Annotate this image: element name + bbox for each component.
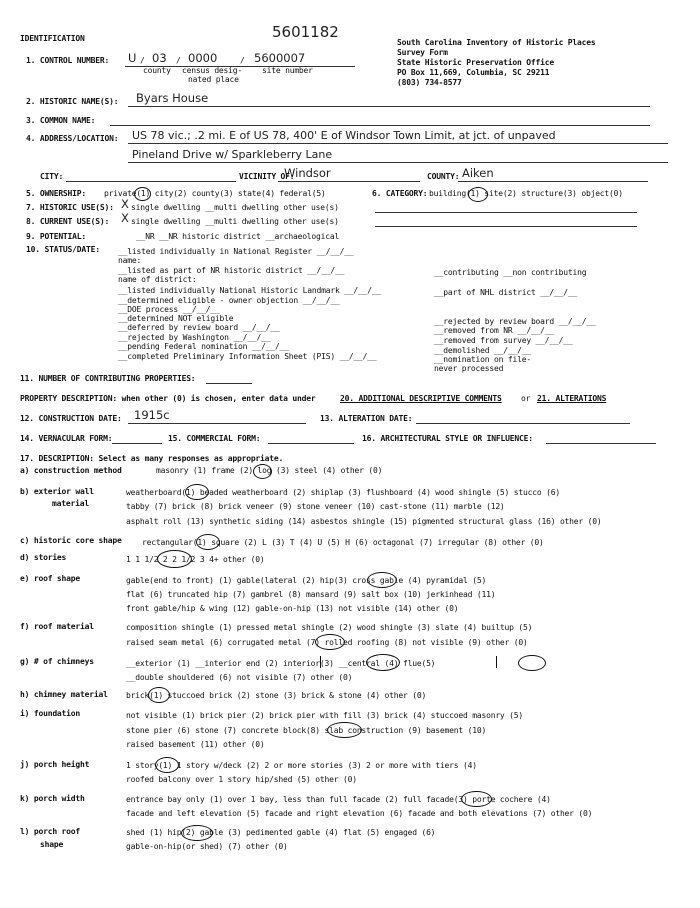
city-label: CITY: — [40, 172, 64, 181]
sub-county: county — [143, 66, 171, 75]
category-label: 6. CATEGORY: — [372, 189, 428, 198]
circle-rectangular — [196, 534, 220, 550]
circle-frame — [253, 464, 272, 479]
row-j-label: j) porch height — [20, 760, 90, 769]
contributing-label: 11. NUMBER OF CONTRIBUTING PROPERTIES: — [20, 374, 196, 383]
vicinity-value: Windsor — [284, 166, 331, 180]
additional-comments-ref: 20. ADDITIONAL DESCRIPTIVE COMMENTS — [340, 394, 502, 403]
historic-use-mark: X — [121, 197, 129, 211]
circle-one-and-half — [157, 550, 192, 568]
circle-porch-hip — [181, 825, 213, 841]
alterations-ref: 21. ALTERATIONS — [537, 394, 607, 403]
mark-interior — [320, 656, 321, 668]
row-b-line-1: tabby (7) brick (8) brick veneer (9) stone veneer (10) cast-stone (11) marble (12) — [126, 502, 505, 511]
row-e-label: e) roof shape — [20, 574, 81, 583]
status-left-7: __determined NOT eligible — [118, 314, 234, 323]
row-b-label: b) exterior wall — [20, 487, 94, 496]
circle-full-facade — [461, 791, 492, 807]
row-k-line-0: entrance bay only (1) over 1 bay, less than full facade (2) full facade(3) porte cochere (4) — [126, 795, 551, 804]
circle-interior — [366, 654, 400, 671]
row-b-line-0: weatherboard(1) beaded weatherboard (2) shiplap (3) flushboard (4) wood shingle (5) stucco (6) — [126, 488, 560, 497]
status-left-5: __determined eligible - owner objection __/__/__ — [118, 296, 340, 305]
row-g-line-1: __double shouldered (6) not visible (7) other (0) — [126, 673, 353, 682]
status-right-bottom-5: never processed — [434, 364, 504, 373]
row-k-label: k) porch width — [20, 794, 85, 803]
row-e-line-0: gable(end to front) (1) gable(lateral (2) hip(3) cross gable (4) pyramidal (5) — [126, 576, 487, 585]
row-g-line-0: __exterior (1) __interior end (2) interior(3) __central (4) flue(5) — [126, 659, 436, 668]
historic-use-options: single dwelling __multi dwelling other use(s) — [131, 203, 339, 212]
status-left-2: __listed as part of NR historic district __/__/__ — [118, 266, 345, 275]
description-header: 17. DESCRIPTION: Select as many responses as appropriate. — [20, 454, 284, 463]
alteration-date-label: 13. ALTERATION DATE: — [320, 414, 413, 423]
vicinity-label: VICINITY OF: — [239, 172, 295, 181]
agency-line-4: PO Box 11,669, Columbia, SC 29211 — [397, 68, 550, 77]
ownership-label: 5. OWNERSHIP: — [26, 189, 87, 198]
status-left-11: __completed Preliminary Information Sheet (PIS) __/__/__ — [118, 352, 377, 361]
status-left-6: __DOE process __/__/__ — [118, 305, 220, 314]
architectural-label: 16. ARCHITECTURAL STYLE OR INFLUENCE: — [362, 434, 533, 443]
sub-site: site number — [262, 66, 313, 75]
status-right-bottom-4: __nomination on file- — [434, 355, 531, 364]
status-left-10: __pending Federal nomination __/__/__ — [118, 342, 289, 351]
row-e-line-2: front gable/hip & wing (12) gable-on-hip (13) not visible (14) other (0) — [126, 604, 459, 613]
status-right-bottom-2: __removed from survey __/__/__ — [434, 336, 573, 345]
circle-flue — [518, 655, 546, 671]
row-f-label: f) roof material — [20, 622, 94, 631]
current-use-label: 8. CURRENT USE(S): — [26, 217, 110, 226]
control-site-number: 5600007 — [254, 51, 306, 65]
status-left-3: name of district: — [118, 275, 197, 284]
status-left-9: __rejected by Washington __/__/__ — [118, 333, 271, 342]
status-left-8: __deferred by review board __/__/__ — [118, 323, 280, 332]
status-right-bottom-0: __rejected by review board __/__/__ — [434, 317, 596, 326]
row-j-line-1: roofed balcony over 1 story hip/shed (5) other (0) — [126, 775, 357, 784]
or-text: or — [521, 394, 531, 403]
current-use-mark: X — [121, 211, 129, 225]
sub-census: census desig- — [182, 66, 243, 75]
row-f-line-1: raised seam metal (6) corrugated metal (7) rolled roofing (8) not visible (9) other (0) — [126, 638, 528, 647]
row-e-line-1: flat (6) truncated hip (7) gambrel (8) mansard (9) salt box (10) jerkinhead (11) — [126, 590, 496, 599]
current-use-options: single dwelling __multi dwelling other use(s) — [131, 217, 339, 226]
vernacular-label: 14. VERNACULAR FORM: — [20, 434, 113, 443]
sub-census-2: nated place — [188, 75, 239, 84]
control-county-code: U — [128, 51, 137, 65]
potential-label: 9. POTENTIAL: — [26, 232, 87, 241]
address-line-1: US 78 vic.; .2 mi. E of US 78, 400' E of Windsor Town Limit, at jct. of unpaved — [132, 129, 556, 142]
control-number-label: 1. CONTROL NUMBER: — [26, 56, 110, 65]
circle-corrugated-metal — [315, 634, 345, 650]
row-h-label: h) chimney material — [20, 690, 108, 699]
status-left-0: __listed individually in National Register __/__/__ — [118, 247, 354, 256]
row-b-line-2: asphalt roll (13) synthetic siding (14) asbestos shingle (15) pigmented structural glass (16) other (0) — [126, 517, 602, 526]
category-options: building(1) site(2) structure(3) object(0) — [429, 189, 623, 198]
address-line-2: Pineland Drive w/ Sparkleberry Lane — [132, 148, 333, 161]
row-a-label: a) construction method — [20, 466, 122, 475]
row-k-line-1: facade and left elevation (5) facade and right elevation (6) facade and both elevations (7) other (0) — [126, 809, 593, 818]
construction-date-value: 1915c — [134, 408, 170, 422]
row-f-line-0: composition shingle (1) pressed metal shingle (2) wood shingle (3) slate (4) builtup (5) — [126, 623, 533, 632]
agency-line-3: State Historic Preservation Office — [397, 58, 554, 67]
control-census-code: 0000 — [188, 51, 218, 65]
status-label: 10. STATUS/DATE: — [26, 245, 100, 254]
row-l-label: l) porch roof — [20, 827, 81, 836]
handwritten-site-number: 5601182 — [272, 23, 339, 41]
agency-line-2: Survey Form — [397, 48, 448, 57]
construction-date-label: 12. CONSTRUCTION DATE: — [20, 414, 122, 423]
county-label: COUNTY: — [427, 172, 460, 181]
historic-name-label: 2. HISTORIC NAME(S): — [26, 97, 119, 106]
row-l-line-0: shed (1) hip(2) gable (3) pedimented gable (4) flat (5) engaged (6) — [126, 828, 436, 837]
row-d-label: d) stories — [20, 553, 67, 562]
row-j-line-0: 1 story(1) 1 story w/deck (2) 2 or more stories (3) 2 or more with tiers (4) — [126, 761, 477, 770]
row-g-label: g) # of chimneys — [20, 657, 94, 666]
historic-name-value: Byars House — [136, 91, 209, 105]
row-i-label: i) foundation — [20, 709, 81, 718]
row-i-line-2: raised basement (11) other (0) — [126, 740, 265, 749]
row-b-label-2: material — [52, 499, 89, 508]
circle-hip — [367, 572, 397, 588]
row-h-line-0: brick(1) stuccoed brick (2) stone (3) brick & stone (4) other (0) — [126, 691, 427, 700]
row-i-line-1: stone pier (6) stone (7) concrete block(8) slab construction (9) basement (10) — [126, 726, 487, 735]
circle-weatherboard — [185, 484, 209, 500]
historic-use-label: 7. HISTORIC USE(S): — [26, 203, 114, 212]
potential-options: __NR __NR historic district __archaeological — [136, 232, 340, 241]
circle-one-story — [155, 757, 179, 773]
row-l-label-2: shape — [40, 840, 64, 849]
status-right-bottom-1: __removed from NR __/__/__ — [434, 326, 555, 335]
commercial-label: 15. COMMERCIAL FORM: — [168, 434, 261, 443]
circle-concrete-block — [327, 722, 362, 738]
mark-flue — [496, 656, 497, 668]
status-right-top-0: __contributing __non contributing — [434, 268, 587, 277]
address-label: 4. ADDRESS/LOCATION: — [26, 134, 119, 143]
row-l-line-1: gable-on-hip(or shed) (7) other (0) — [126, 842, 288, 851]
identification-heading: IDENTIFICATION — [20, 34, 85, 43]
agency-line-5: (803) 734-8577 — [397, 78, 462, 87]
common-name-label: 3. COMMON NAME: — [26, 116, 96, 125]
row-d-line-0: 1 1 1/2 2 2 1/2 3 4+ other (0) — [126, 555, 265, 564]
agency-line-1: South Carolina Inventory of Historic Places — [397, 38, 596, 47]
status-right-top-1: __part of NHL district __/__/__ — [434, 288, 578, 297]
status-right-bottom-3: __demolished __/__/__ — [434, 346, 531, 355]
row-c-label: c) historic core shape — [20, 536, 122, 545]
control-county-number: 03 — [152, 51, 167, 65]
circle-brick — [148, 687, 170, 703]
county-value: Aiken — [462, 166, 494, 180]
row-c-line-0: rectangular(1) square (2) L (3) T (4) U (5) H (6) octagonal (7) irregular (8) other (0) — [142, 538, 544, 547]
ownership-options: private(1) city(2) county(3) state(4) federal(5) — [104, 189, 326, 198]
row-i-line-0: not visible (1) brick pier (2) brick pier with fill (3) brick (4) stuccoed masonry (5) — [126, 711, 524, 720]
status-left-1: name: — [118, 256, 142, 265]
property-description-text: PROPERTY DESCRIPTION: when other (0) is chosen, enter data under — [20, 394, 316, 403]
row-a-line-0: masonry (1) frame (2) log (3) steel (4) other (0) — [156, 466, 383, 475]
status-left-4: __listed individually National Historic Landmark __/__/__ — [118, 286, 382, 295]
